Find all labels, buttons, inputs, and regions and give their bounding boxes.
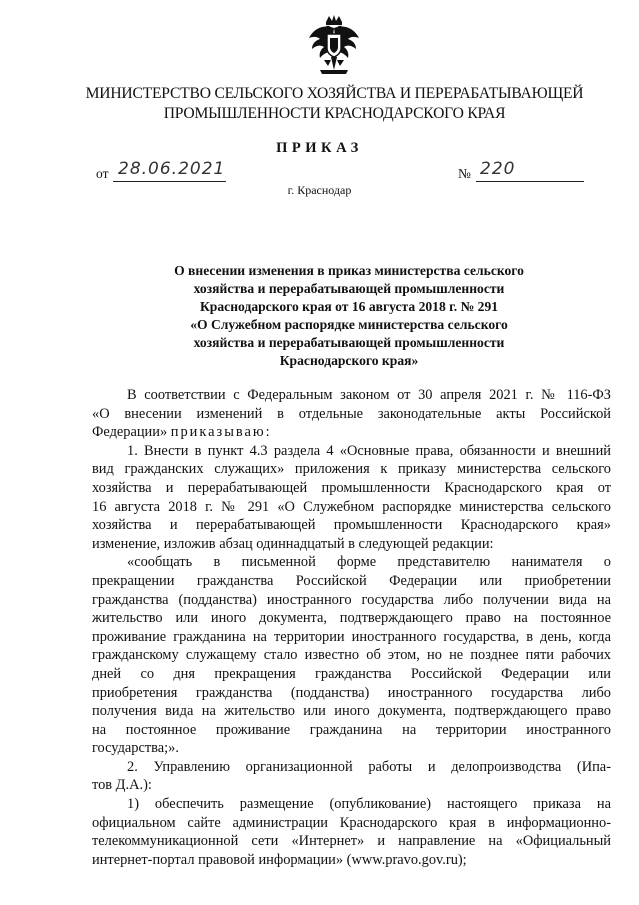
body-line: 1. Внести в пункт 4.3 раздела 4 «Основные права, обязанности и внешний	[127, 442, 611, 459]
subject-line: «О Служебном распорядке министерства сельского	[190, 317, 508, 332]
body-line: 16 августа 2018 г. № 291 «О Служебном распорядке министерства сельского	[92, 498, 611, 515]
body-line: дней со дня прекращения гражданства Российской Федерации или	[92, 665, 611, 682]
order-body	[92, 386, 611, 869]
city-label: г. Краснодар	[287, 183, 352, 197]
body-line: хозяйства и перерабатывающей промышленности Краснодарского края от	[92, 479, 611, 496]
body-line: прекращении гражданства Российской Федерации или приобретении	[92, 572, 611, 589]
subject-line: хозяйства и перерабатывающей промышленности	[193, 281, 505, 296]
body-line: 2. Управлению организационной работы и делопроизводства (Ипа-	[127, 758, 611, 775]
body-line: официальном сайте администрации Краснодарского края в информационно-	[92, 814, 611, 831]
body-line-decree	[92, 423, 611, 442]
body-line: хозяйства и перерабатывающей промышленности Краснодарского края»	[92, 517, 611, 534]
body-line: изменение, изложив абзац одиннадцатый в следующей редакции:	[92, 535, 494, 552]
subject-line: Краснодарского края»	[279, 353, 419, 368]
body-line: вид гражданских служащих» приложения к приказу министерства сельского	[92, 461, 611, 478]
handwritten-number: 220	[480, 159, 516, 179]
subject-line: Краснодарского края от 16 августа 2018 г. № 291	[199, 299, 499, 314]
subject-line: О внесении изменения в приказ министерства сельского	[174, 263, 524, 278]
body-line: жительство или иного документа, подтверждающего право на постоянное	[92, 610, 611, 627]
body-line: гражданства (подданства) иностранного государства либо получении вида на	[92, 591, 611, 608]
order-subject	[150, 262, 548, 370]
body-line: приобретения гражданства (подданства) иностранного государства либо	[92, 684, 611, 701]
body-line: тов Д.А.):	[92, 777, 152, 794]
body-line: телекоммуникационной сети «Интернет» и направление на «Официальный	[92, 833, 611, 850]
body-line: на постоянное проживание гражданина на территории иностранного	[92, 721, 611, 738]
number-prefix: №	[458, 166, 471, 181]
coat-of-arms-emblem	[306, 14, 362, 78]
date-underline	[113, 181, 226, 182]
body-line: интернет-портал правовой информации» (www.pravo.gov.ru);	[92, 851, 467, 868]
decree-word: приказываю:	[170, 424, 272, 441]
body-line-fragment: Федерации»	[92, 424, 168, 441]
body-line: гражданскому служащему стало известно об этом, но не позднее пяти рабочих	[92, 647, 611, 664]
subject-line: хозяйства и перерабатывающей промышленности	[193, 335, 505, 350]
document-type-title: ПРИКАЗ	[276, 140, 363, 156]
body-line: «О внесении изменений в отдельные законодательные акты Российской	[92, 405, 611, 422]
ministry-name-line2: ПРОМЫШЛЕННОСТИ КРАСНОДАРСКОГО КРАЯ	[163, 105, 506, 122]
body-line: государства;».	[92, 740, 179, 757]
body-line: проживание гражданина на территории иностранного государства, в день, когда	[92, 628, 611, 645]
ministry-name	[60, 84, 609, 124]
number-underline	[476, 181, 584, 182]
date-field	[96, 159, 226, 182]
handwritten-date: 28.06.2021	[118, 159, 226, 179]
body-line: «сообщать в письменной форме представителю нанимателя о	[127, 554, 611, 571]
body-line: получения вида на жительство или иного документа, подтверждающего право	[92, 703, 611, 720]
body-line: В соответствии с Федеральным законом от 30 апреля 2021 г. № 116-ФЗ	[127, 387, 611, 403]
ministry-name-line1: МИНИСТЕРСТВО СЕЛЬСКОГО ХОЗЯЙСТВА И ПЕРЕРАБАТЫВАЮЩЕЙ	[85, 85, 584, 102]
number-field	[458, 159, 516, 182]
body-line: 1) обеспечить размещение (опубликование) настоящего приказа на	[127, 796, 611, 813]
date-prefix: от	[96, 166, 109, 181]
